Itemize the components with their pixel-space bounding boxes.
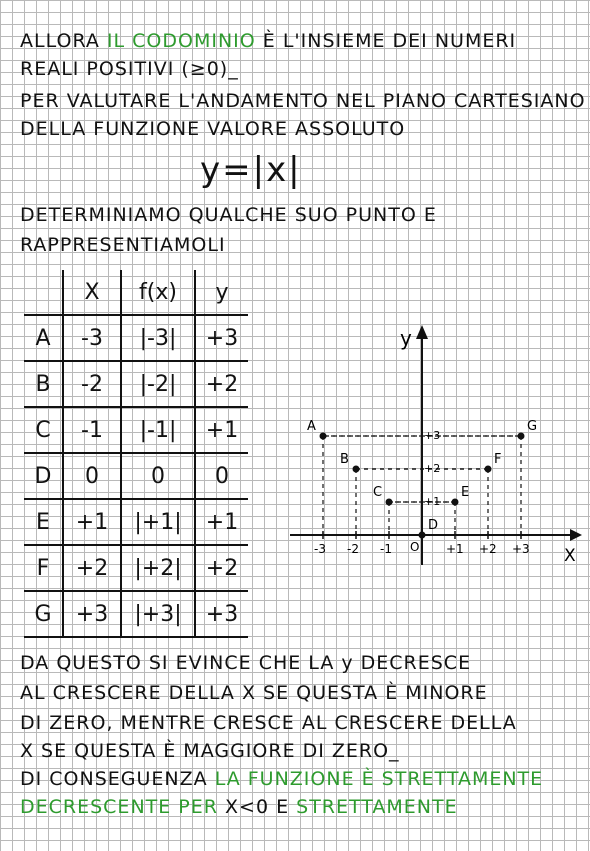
y-ticks: [424, 429, 440, 508]
table-cell: +1: [63, 499, 121, 545]
y-axis-arrow-icon: [416, 325, 428, 339]
origin-label: O: [410, 540, 420, 554]
table-cell: |+3|: [121, 591, 195, 637]
table-cell: F: [24, 545, 63, 591]
point-marker: [452, 499, 459, 506]
text-line-1-a: ALLORA: [20, 30, 107, 52]
table-cell: +1: [195, 407, 248, 453]
table-cell: +3: [195, 591, 248, 637]
table-row: [24, 545, 248, 591]
point-label: D: [428, 518, 439, 533]
text-line-b5-a: DI CONSEGUENZA: [20, 768, 215, 790]
table-cell: 0: [63, 453, 121, 499]
x-tick-label: +3: [512, 542, 530, 556]
table-row: [24, 315, 248, 361]
y-tick-label: +1: [424, 495, 441, 508]
table-cell: 0: [195, 453, 248, 499]
text-line-b2: AL CRESCERE DELLA X SE QUESTA È MINORE: [20, 682, 488, 704]
text-line-6: RAPPRESENTIAMOLI: [20, 234, 226, 256]
x-axis-arrow-icon: [570, 529, 582, 541]
point-label: G: [527, 419, 538, 434]
point-label: A: [307, 419, 316, 434]
table-cell: B: [24, 361, 63, 407]
table-cell: +3: [195, 315, 248, 361]
table-cell: C: [24, 407, 63, 453]
y-axis-label: y: [400, 326, 412, 350]
text-line-b6-green-d: STRETTAMENTE: [296, 796, 458, 818]
text-line-b6: [20, 796, 458, 818]
table-cell: |-3|: [121, 315, 195, 361]
text-line-b5: [20, 768, 543, 790]
point-label: F: [494, 452, 502, 467]
table-cell: +3: [63, 591, 121, 637]
cartesian-graph: [280, 315, 590, 575]
table-cell: E: [24, 499, 63, 545]
x-tick-label: +2: [479, 542, 497, 556]
table-header-row: [24, 270, 248, 315]
point-label: C: [373, 485, 383, 500]
text-line-b4: X SE QUESTA È MAGGIORE DI ZERO_: [20, 740, 400, 762]
text-line-1: [20, 30, 516, 52]
text-line-b5-green: LA FUNZIONE È STRETTAMENTE: [214, 768, 544, 790]
table-cell: +2: [195, 545, 248, 591]
point-marker: [419, 532, 426, 539]
point-marker: [518, 433, 525, 440]
x-tick-label: -3: [314, 542, 326, 556]
table-row: [24, 591, 248, 637]
table-row: [24, 453, 248, 499]
codomain-highlight: IL CODOMINIO: [106, 30, 256, 52]
table-cell: G: [24, 591, 63, 637]
x-tick-label: -1: [380, 542, 392, 556]
table-header-cell: f(x): [121, 270, 195, 315]
function-formula: y=|x|: [200, 150, 302, 190]
table-cell: |-2|: [121, 361, 195, 407]
point-marker: [320, 433, 327, 440]
point-label: E: [461, 485, 470, 500]
x-tick-label: -2: [347, 542, 359, 556]
text-line-5: DETERMINIAMO QUALCHE SUO PUNTO E: [20, 204, 437, 226]
table-header-cell: [24, 270, 63, 315]
text-line-2: REALI POSITIVI (≥0)_: [20, 58, 239, 80]
table-cell: -3: [63, 315, 121, 361]
table-row: [24, 499, 248, 545]
y-tick-label: +3: [424, 429, 441, 442]
table-row: [24, 407, 248, 453]
text-line-b6-c: E: [269, 796, 297, 818]
text-line-b3: DI ZERO, MENTRE CRESCE AL CRESCERE DELLA: [20, 712, 517, 734]
x-axis-label: X: [564, 546, 576, 566]
x-tick-label: +1: [446, 542, 464, 556]
table-cell: +2: [63, 545, 121, 591]
table-cell: +2: [195, 361, 248, 407]
point-marker: [485, 466, 492, 473]
table-row: [24, 361, 248, 407]
table-header-cell: y: [195, 270, 248, 315]
table-header-cell: X: [63, 270, 121, 315]
table-cell: -2: [63, 361, 121, 407]
text-line-3: PER VALUTARE L'ANDAMENTO NEL PIANO CARTESIANO: [20, 90, 586, 112]
table-cell: A: [24, 315, 63, 361]
point-marker: [353, 466, 360, 473]
point-label: B: [340, 452, 349, 467]
table-cell: -1: [63, 407, 121, 453]
text-line-1-c: È L'INSIEME DEI NUMERI: [255, 30, 517, 52]
values-table: [24, 270, 248, 638]
table-cell: |-1|: [121, 407, 195, 453]
text-line-b6-b: X<0: [225, 796, 270, 818]
table-cell: +1: [195, 499, 248, 545]
table-cell: 0: [121, 453, 195, 499]
text-line-b6-green-a: DECRESCENTE PER: [20, 796, 226, 818]
table-cell: |+1|: [121, 499, 195, 545]
point-marker: [386, 499, 393, 506]
table-cell: D: [24, 453, 63, 499]
text-line-b1: DA QUESTO SI EVINCE CHE LA y DECRESCE: [20, 652, 472, 674]
y-tick-label: +2: [424, 462, 441, 475]
table-cell: |+2|: [121, 545, 195, 591]
text-line-4: DELLA FUNZIONE VALORE ASSOLUTO: [20, 118, 406, 140]
